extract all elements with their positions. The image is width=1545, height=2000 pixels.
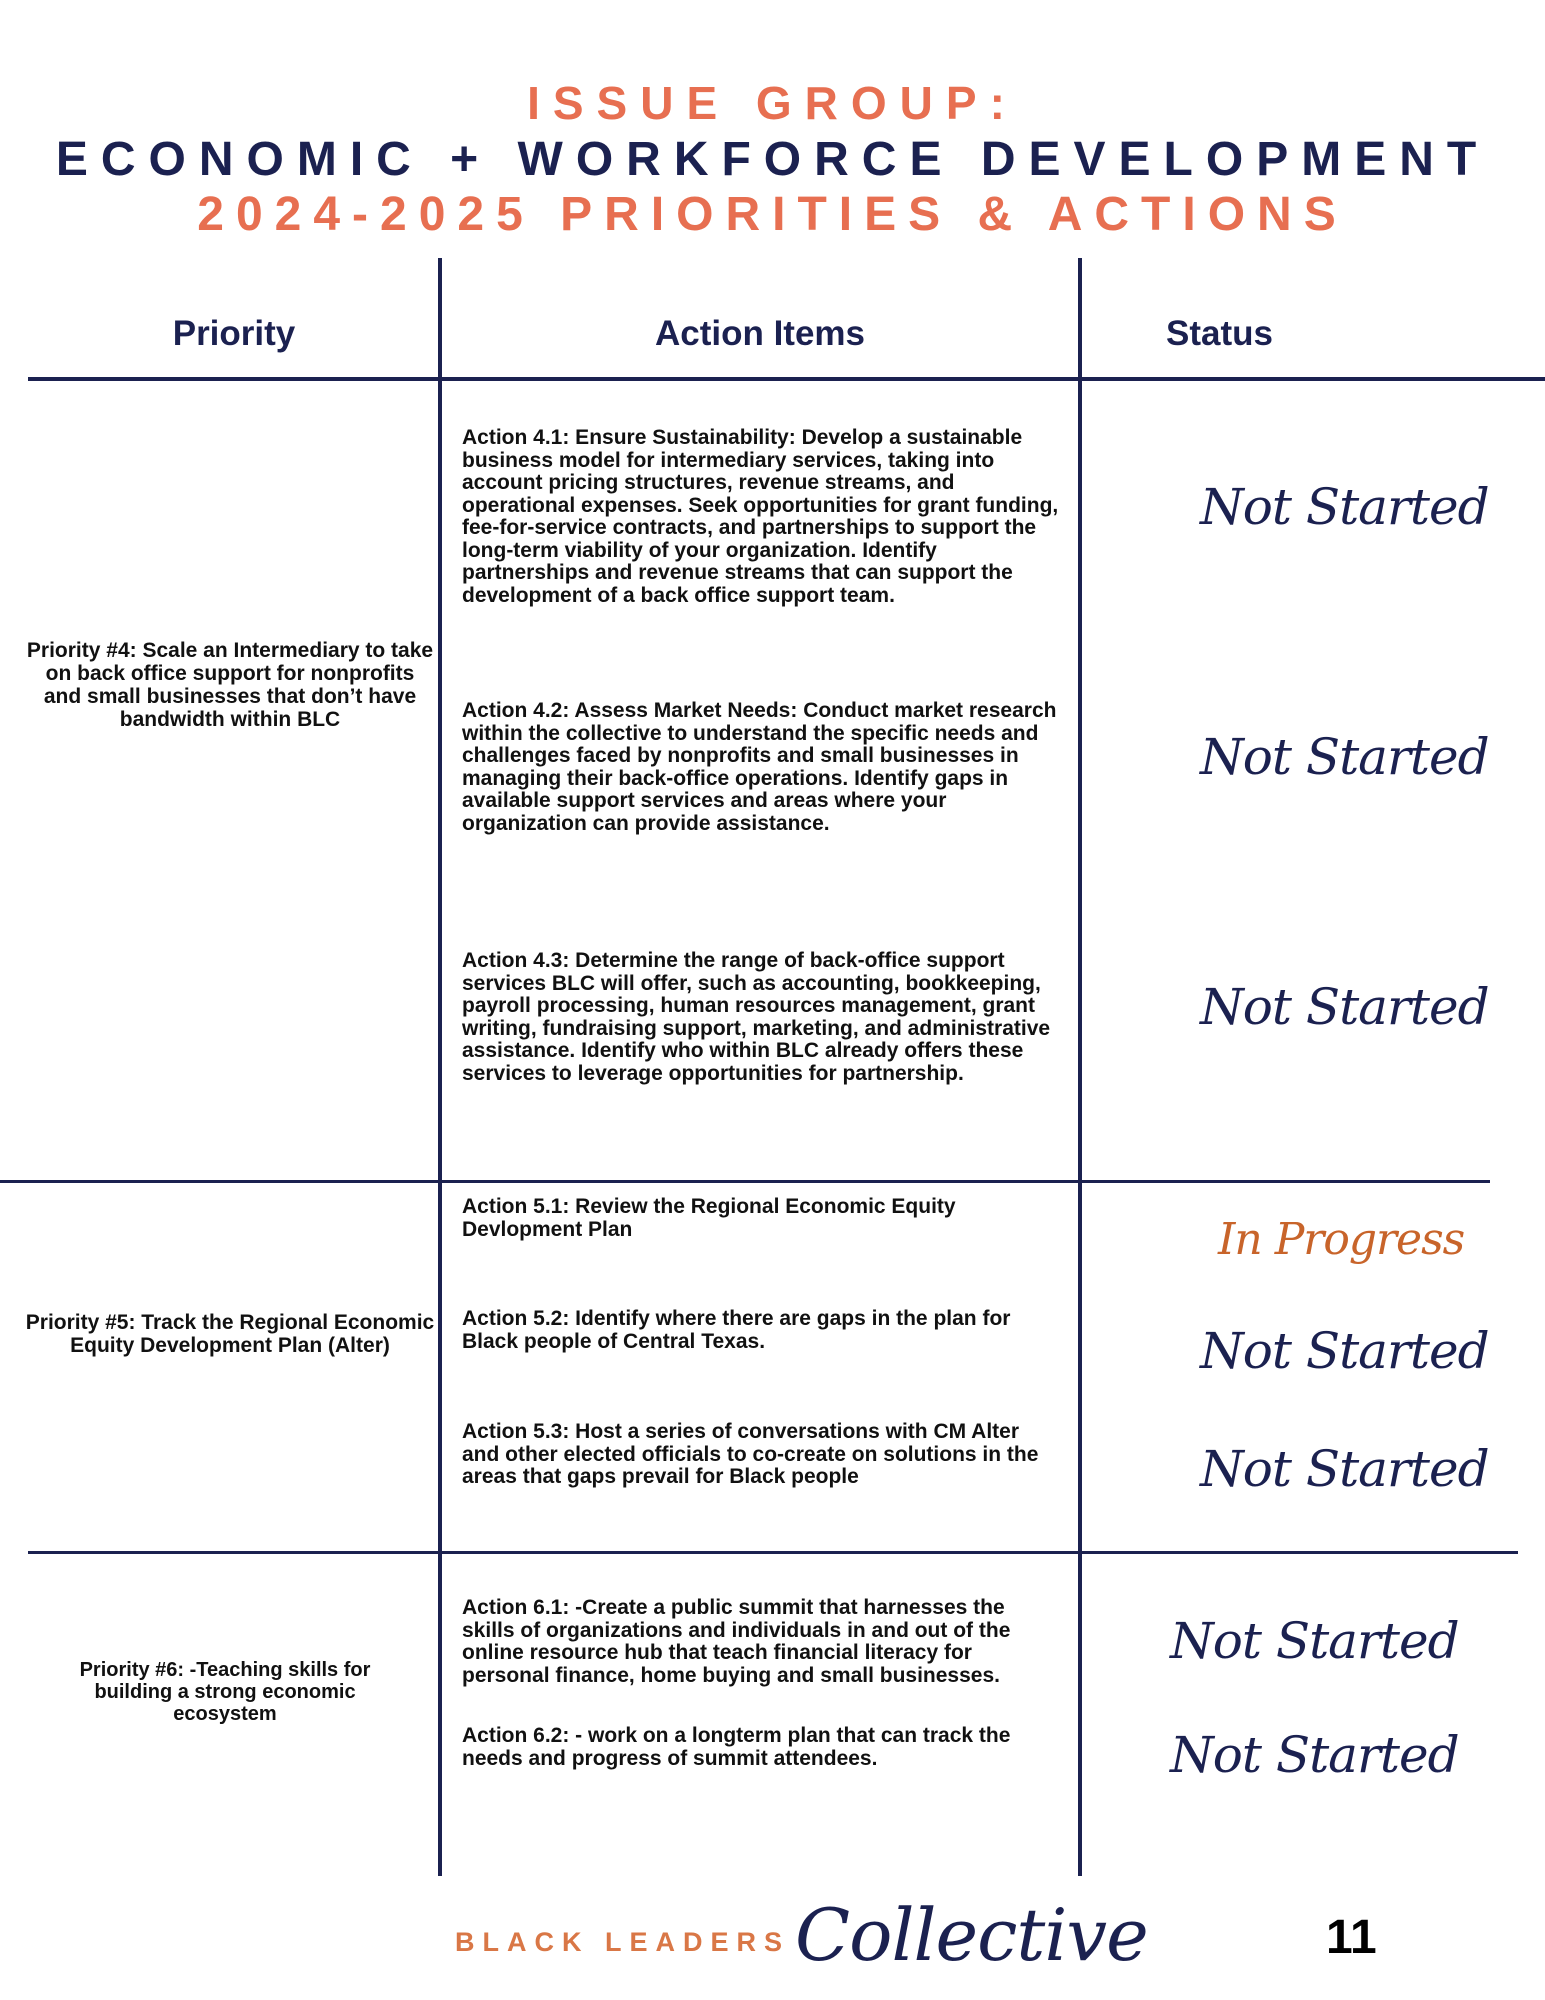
action-5-2: Action 5.2: Identify where there are gaps in the plan for Black people of Central Texas.	[462, 1307, 1011, 1353]
status-action-4-3: Not Started	[1200, 978, 1489, 1036]
column-header-status: Status	[1166, 314, 1273, 353]
footer-brand-caps: BLACK LEADERS	[455, 1927, 791, 1957]
column-divider-1	[438, 258, 442, 1876]
status-action-4-1: Not Started	[1200, 478, 1489, 536]
title-line-3: 2024-2025 PRIORITIES & ACTIONS	[197, 188, 1348, 241]
status-action-6-1: Not Started	[1170, 1612, 1459, 1670]
column-header-priority: Priority	[172, 314, 296, 353]
priority-6-label: Priority #6: -Teaching skills for building a strong economic ecosystem	[79, 1659, 371, 1725]
footer-brand-script: Collective	[795, 1893, 1148, 1977]
page-number: 11	[1326, 1911, 1377, 1964]
action-6-1: Action 6.1: -Create a public summit that harnesses the skills of organizations and individuals in and out of the online resource hub that teach financial literacy for personal finance, home buying and small businesses.	[462, 1596, 1011, 1687]
status-action-5-1: In Progress	[1218, 1214, 1465, 1265]
action-5-1: Action 5.1: Review the Regional Economic Equity Devlopment Plan	[462, 1195, 956, 1241]
title-line-1: ISSUE GROUP:	[527, 77, 1018, 129]
row-divider-2	[28, 1551, 1518, 1554]
column-header-action-items: Action Items	[654, 314, 866, 353]
status-action-5-3: Not Started	[1200, 1440, 1489, 1498]
status-action-4-2: Not Started	[1200, 728, 1489, 786]
title-line-2: ECONOMIC + WORKFORCE DEVELOPMENT	[55, 133, 1490, 186]
column-divider-2	[1078, 258, 1082, 1876]
status-action-6-2: Not Started	[1170, 1726, 1459, 1784]
action-4-2: Action 4.2: Assess Market Needs: Conduct market research within the collective to understand the specific needs and challenges faced by nonprofits and small businesses in managing their back-office operations. Identify gaps in available support services and areas where your organization can provide assistance.	[462, 699, 1057, 835]
action-4-1: Action 4.1: Ensure Sustainability: Develop a sustainable business model for intermediary services, taking into account pricing structures, revenue streams, and operational expenses. Seek opportunities for grant funding, fee-for-service contracts, and partnerships to support the long-term viability of your organization. Identify partnerships and revenue streams that can support the development of a back office support team.	[462, 426, 1059, 607]
status-action-5-2: Not Started	[1200, 1322, 1489, 1380]
priority-5-label: Priority #5: Track the Regional Economic Equity Development Plan (Alter)	[25, 1311, 435, 1357]
action-6-2: Action 6.2: - work on a longterm plan that can track the needs and progress of summit attendees.	[462, 1724, 1011, 1770]
header-divider	[28, 377, 1545, 381]
row-divider-1	[0, 1180, 1490, 1183]
priority-4-label: Priority #4: Scale an Intermediary to take on back office support for nonprofits and small businesses that don’t have bandwidth within BLC	[26, 639, 434, 731]
action-5-3: Action 5.3: Host a series of conversations with CM Alter and other elected officials to co-create on solutions in the areas that gaps prevail for Black people	[462, 1420, 1039, 1488]
action-4-3: Action 4.3: Determine the range of back-office support services BLC will offer, such as accounting, bookkeeping, payroll processing, human resources management, grant writing, fundraising support, marketing, and administrative assistance. Identify who within BLC already offers these services to leverage opportunities for partnership.	[462, 949, 1051, 1085]
